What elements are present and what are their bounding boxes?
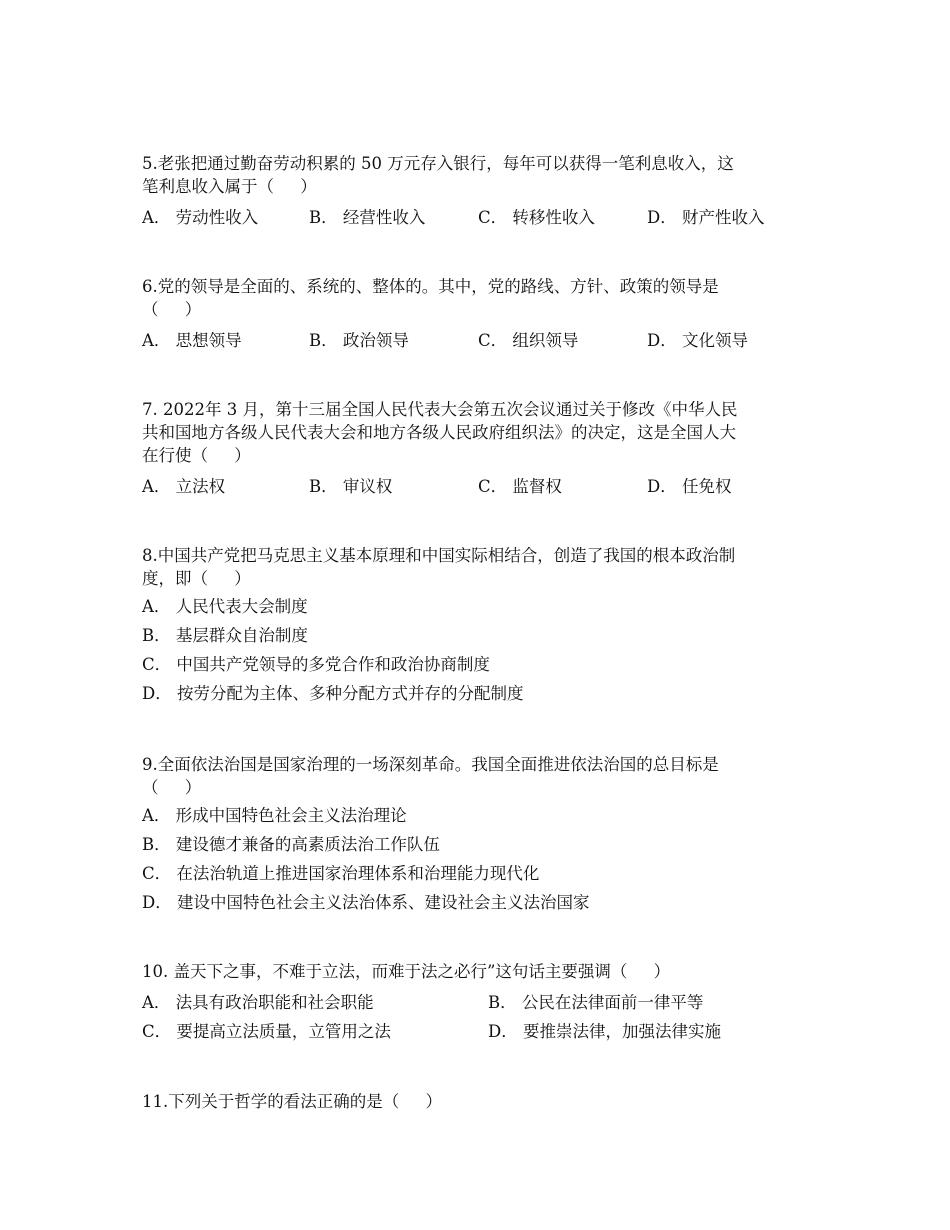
option-c: C． 中国共产党领导的多党合作和政治协商制度: [142, 655, 490, 674]
question-7: [142, 398, 822, 497]
option-d: D． 任免权: [647, 477, 732, 496]
question-stem: 10. 盖天下之事，不难于立法，而难于法之必行”这句话主要强调（ ）: [142, 962, 671, 981]
options-list: [142, 801, 822, 917]
question-11: [142, 1090, 822, 1113]
option-c: C． 在法治轨道上推进国家治理体系和治理能力现代化: [142, 864, 540, 883]
option-b: B． 经营性收入: [309, 208, 426, 227]
options-grid: [142, 989, 822, 1047]
option-d: D． 财产性收入: [647, 208, 765, 227]
options-row: [142, 204, 822, 228]
question-stem: 6.党的领导是全面的、系统的、整体的。其中，党的路线、方针、政策的领导是 （ ）: [142, 277, 719, 319]
option-a: A． 形成中国特色社会主义法治理论: [142, 806, 407, 825]
question-stem: 7. 2022年 3 月，第十三届全国人民代表大会第五次会议通过关于修改《中华人民 共和国地方各级人民代表大会和地方各级人民政府组织法》的决定，这是全国人大 在行使（ ）: [142, 400, 738, 465]
option-c: C． 转移性收入: [478, 208, 595, 227]
question-8: [142, 544, 822, 708]
option-b: B． 建设德才兼备的高素质法治工作队伍: [142, 835, 440, 854]
question-10: [142, 960, 822, 1047]
option-d: D． 按劳分配为主体、多种分配方式并存的分配制度: [142, 684, 524, 703]
question-stem: 11.下列关于哲学的看法正确的是（ ）: [142, 1092, 442, 1111]
question-9: [142, 753, 822, 917]
option-b: B． 基层群众自治制度: [142, 626, 308, 645]
option-b: B． 公民在法律面前一律平等: [488, 993, 704, 1012]
option-b: B． 审议权: [309, 477, 393, 496]
option-a: A． 人民代表大会制度: [142, 597, 308, 616]
question-stem: 9.全面依法治国是国家治理的一场深刻革命。我国全面推进依法治国的总目标是 （ ）: [142, 755, 719, 797]
options-row: [142, 1018, 822, 1047]
options-list: [142, 592, 822, 708]
option-c: C． 组织领导: [478, 331, 579, 350]
option-c: C． 监督权: [478, 477, 562, 496]
option-a: A． 法具有政治职能和社会职能: [142, 993, 374, 1012]
option-a: A． 思想领导: [142, 331, 242, 350]
option-d: D． 文化领导: [647, 331, 748, 350]
question-stem: 5.老张把通过勤奋劳动积累的 50 万元存入银行，每年可以获得一笔利息收入，这 笔利息收入属于（ ）: [142, 154, 734, 196]
question-stem: 8.中国共产党把马克思主义基本原理和中国实际相结合，创造了我国的根本政治制 度，即（ ）: [142, 546, 736, 588]
option-d: D． 要推崇法律，加强法律实施: [488, 1022, 721, 1041]
question-6: [142, 275, 822, 351]
options-row: [142, 989, 822, 1018]
options-row: [142, 327, 822, 351]
option-b: B． 政治领导: [309, 331, 409, 350]
option-d: D． 建设中国特色社会主义法治体系、建设社会主义法治国家: [142, 893, 590, 912]
question-5: [142, 152, 822, 228]
option-a: A． 劳动性收入: [142, 208, 259, 227]
option-a: A． 立法权: [142, 477, 226, 496]
option-c: C． 要提高立法质量，立管用之法: [142, 1022, 391, 1041]
options-row: [142, 473, 822, 497]
